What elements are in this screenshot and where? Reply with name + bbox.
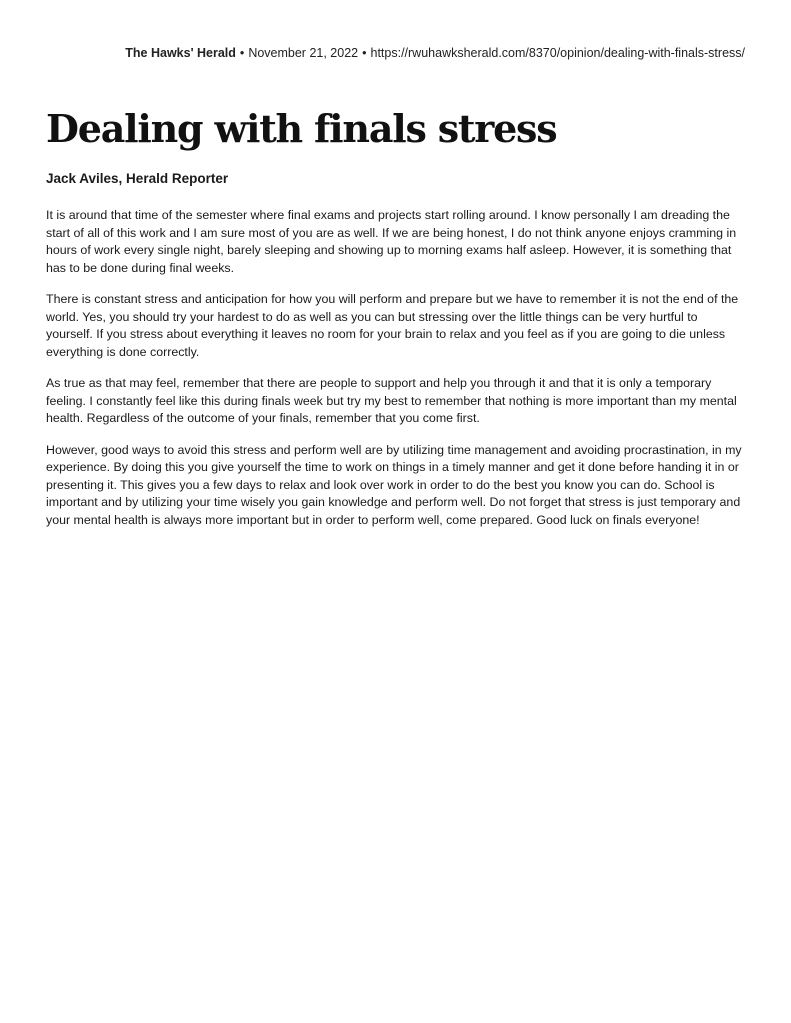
article-paragraph: As true as that may feel, remember that there are people to support and help you through it and that it is only a temporary feeling. I constantly feel like this during finals week but try my best to remember that nothing is more important than my mental health. Regardless of the outcome of your finals, remember that you come first. <box>46 376 737 425</box>
article-body <box>46 207 744 543</box>
separator: • <box>239 46 245 60</box>
publication-name: The Hawks' Herald <box>125 46 236 60</box>
publication-date: November 21, 2022 <box>248 46 359 60</box>
header-meta <box>105 46 745 61</box>
article-paragraph: However, good ways to avoid this stress and perform well are by utilizing time management and avoiding procrastination, in my experience. By doing this you give yourself the time to work on things in a timely manner and get it done before handing it in or presenting it. This gives you a few days to relax and look over work in order to do the best you know you can do. School is important and by utilizing your time wisely you gain knowledge and perform well. Do not forget that stress is just temporary and your mental health is always more important but in order to perform well, come prepared. Good luck on finals everyone! <box>46 442 742 527</box>
article-paragraph: It is around that time of the semester where final exams and projects start rolling around. I know personally I am dreading the start of all of this work and I am sure most of you are as well. If we are being honest, I do not think anyone enjoys cramming in hours of work every single night, barely sleeping and showing up to morning exams half asleep. However, it is something that has to be done during final weeks. <box>46 208 737 275</box>
article-url[interactable]: https://rwuhawksherald.com/8370/opinion/dealing-with-finals-stress/ <box>370 46 745 60</box>
article-paragraph: There is constant stress and anticipation for how you will perform and prepare but we have to remember it is not the end of the world. Yes, you should try your hardest to do as well as you can but stressing over the little things can be very hurtful to yourself. If you stress about everything it leaves no room for your brain to relax and you feel as if you are going to die unless everything is done correctly. <box>46 292 739 359</box>
article-title: Dealing with finals stress <box>46 106 557 151</box>
separator: • <box>362 46 367 60</box>
article-byline: Jack Aviles, Herald Reporter <box>46 171 229 186</box>
